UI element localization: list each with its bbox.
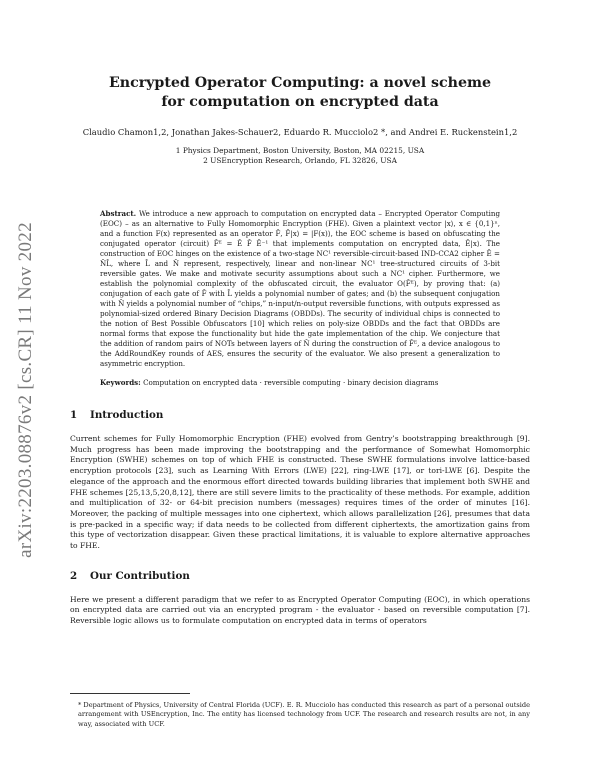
section-introduction (70, 409, 530, 552)
keywords-label: Keywords: (100, 378, 141, 387)
arxiv-stamp (8, 190, 44, 590)
section-heading (70, 409, 530, 421)
title-line-2: for computation on encrypted data (161, 94, 439, 110)
paper-page (70, 0, 530, 728)
author-list: Claudio Chamon1,2, Jonathan Jakes-Schauer2, Eduardo R. Mucciolo2 *, and Andrei E. Ruckenstein1,2 (82, 127, 518, 137)
section-our-contribution (70, 570, 530, 627)
section-title: Introduction (90, 409, 164, 421)
section-number: 1 (70, 409, 78, 421)
paper-title (70, 74, 530, 112)
keywords (100, 378, 500, 388)
footnote-text: * Department of Physics, University of Central Florida (UCF). E. R. Mucciolo has conducted this research as part of a personal outside arrangement with USEncryption, Inc. The entity has licensed technology from UCF. The research and research results are not, in any way, associated with UCF. (78, 701, 530, 728)
affiliation-1: 1 Physics Department, Boston University, Boston, MA 02215, USA (175, 146, 425, 155)
abstract-label: Abstract. (100, 209, 137, 218)
abstract (100, 209, 500, 369)
abstract-text: We introduce a new approach to computation on encrypted data – Encrypted Operator Computing (EOC) – as an alternative to Fully Homomorphic Encryption (FHE). Given a plaintext vector |x⟩, x ∈ {0,1}ⁿ, and a function F(x) represented as an operator F̂, F̂|x⟩ = |F(x)⟩, the EOC scheme is based on obfuscating the conjugated operator (circuit) F̂ᴱ = Ê F̂ Ê⁻¹ that implements computation on encrypted data, Ê|x⟩. The construction of EOC hinges on the existence of a two-stage NC¹ reversible-circuit-based IND-CCA2 cipher Ê = N̂L̂, where L̂ and N̂ represent, respectively, linear and non-linear NC¹ tree-structured circuits of 3-bit reversible gates. We make and motivate security assumptions about such a NC¹ cipher. Furthermore, we establish the polynomial complexity of the obfuscated circuit, the evaluator O(F̂ᴱ), by proving that: (a) conjugation of each gate of F̂ with L̂ yields a polynomial number of gates; and (b) the subsequent conjugation with N̂ yields a polynomial number of “chips,” n-input/n-output reversible functions, with outputs expressed as polynomial-sized ordered Binary Decision Diagrams (OBDDs). The security of individual chips is connected to the notion of Best Possible Obfuscators [10] which relies on poly-size OBDDs and the fact that OBDDs are normal forms that expose the functionality but hide the gate implementation of the chip. We conjecture that the addition of random pairs of NOTs between layers of N̂ during the construction of F̂ᴱ, a device analogous to the AddRoundKey rounds of AES, ensures the security of the evaluator. We also present a generalization to asymmetric encryption. (100, 209, 500, 368)
section-paragraph: Current schemes for Fully Homomorphic Encryption (FHE) evolved from Gentry’s bootstrapping breakthrough [9]. Much progress has been made improving the bootstrapping and the performance of Somewhat Homomorphic Encryption (SWHE) schemes on top of which FHE is constructed. These SWHE formulations involve lattice-based encryption protocols [23], such as Learning With Errors (LWE) [22], ring-LWE [17], or tori-LWE [6]. Despite the elegance of the approach and the enormous effort directed towards building libraries that implement both SWHE and FHE schemes [25,13,5,20,8,12], there are still severe limits to the practicality of these methods. For example, addition and multiplication of 32- or 64-bit precision numbers (messages) requires times of the order of minutes [16]. Moreover, the packing of multiple messages into one ciphertext, which allows parallelization [26], presumes that data is pre-packed in a specific way; if data needs to be collected from different ciphertexts, the amortization gains from this type of vectorization disappear. Given these practical limitations, it is valuable to explore alternative approaches to FHE. (70, 434, 530, 551)
affiliations (70, 146, 530, 166)
section-number: 2 (70, 569, 78, 582)
section-heading (70, 570, 530, 582)
footnote-rule (70, 693, 190, 694)
arxiv-stamp-text: arXiv:2203.08876v2 [cs.CR] 11 Nov 2022 (15, 222, 36, 558)
keywords-text: Computation on encrypted data · reversible computing · binary decision diagrams (143, 378, 439, 387)
title-line-1: Encrypted Operator Computing: a novel scheme (108, 75, 492, 91)
footnote (70, 693, 530, 729)
section-title: Our Contribution (90, 569, 190, 582)
section-paragraph: Here we present a different paradigm that we refer to as Encrypted Operator Computing (EOC), in which operations on encrypted data are carried out via an encrypted program - the evaluator - based on reversible computation [7]. Reversible logic allows us to formulate computation on encrypted data in terms of operators (70, 594, 530, 626)
affiliation-2: 2 USEncryption Research, Orlando, FL 32826, USA (203, 156, 397, 165)
